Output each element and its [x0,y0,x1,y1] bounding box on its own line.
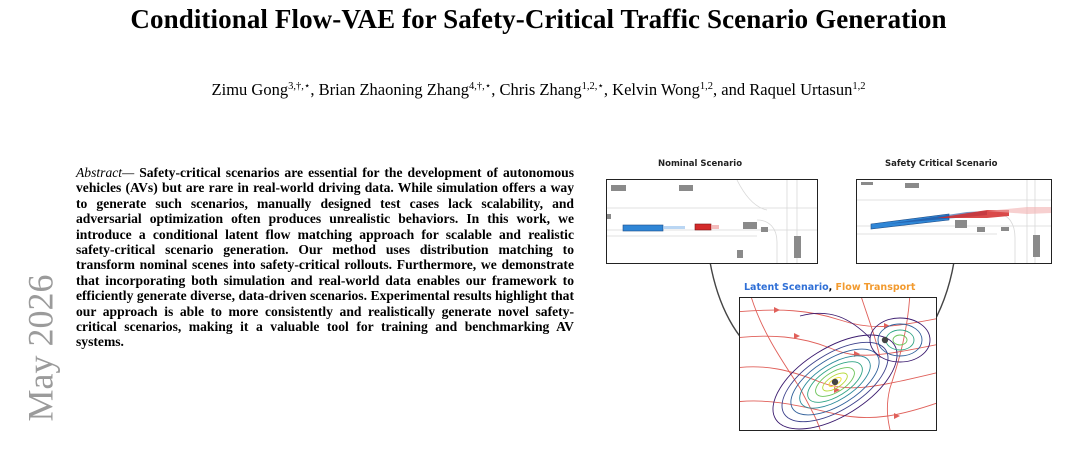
abstract-heading: Abstract— [76,165,135,180]
background-actors [861,182,1040,257]
adversary-vehicle [695,224,711,230]
nominal-scenario-label: Nominal Scenario [658,159,743,169]
author: Kelvin Wong$^{1,2}$, and [612,80,750,99]
critical-scene-map [857,180,1051,263]
critical-scene-panel [856,179,1052,264]
overview-figure [598,150,1077,457]
latent-scenario-label: Latent Scenario [744,282,829,293]
abstract [76,165,574,350]
latent-figure-title [744,282,915,293]
author: Raquel Urtasun$^{1,2}$ [749,80,866,99]
latent-flow-field [740,298,936,430]
critical-latent-point [882,337,888,343]
author-list [0,80,1077,100]
latent-flow-plot [739,297,937,431]
arxiv-margin-date: May 2026 [20,274,61,422]
flow-arrowheads [774,307,900,419]
flow-streamlines [740,298,936,430]
background-actors [607,185,801,258]
paper-title: Conditional Flow-VAE for Safety-Critical Traffic Scenario Generation [130,4,947,34]
safety-critical-scenario-label: Safety Critical Scenario [885,159,998,169]
nominal-scene-map [607,180,817,263]
author: Brian Zhaoning Zhang$^{4,\dagger,⋆}$, [318,80,500,99]
nominal-scene-panel [606,179,818,264]
ego-vehicle [623,225,663,231]
latent-title-separator: , [828,282,836,293]
nominal-latent-point [832,379,838,385]
flow-transport-label: Flow Transport [835,282,916,293]
author: Chris Zhang$^{1,2,⋆}$, [499,80,613,99]
abstract-text: Safety-critical scenarios are essential for the development of autonomous vehicles (AVs) but are rare in real-world driving data. While simulation offers a way to generate such scenarios, manually designed test cases lack scalability, and adversarial optimization often produces unrealistic behaviors. In this work, we introduce a conditional latent flow matching approach for scalable and realistic safety-critical scenario generation. Our method uses distribution matching to transform nominal scenes into safety-critical rollouts. Furthermore, we demonstrate that incorporating both simulation and real-world data enables our framework to efficiently generate diverse, data-driven scenarios. Experimental results highlight that our approach is able to more consistently and realistically generate novel safety-critical scenarios, making it a valuable tool for training and benchmarking AV systems. [76,165,574,350]
author: Zimu Gong$^{3,\dagger,⋆}$, [211,80,319,99]
